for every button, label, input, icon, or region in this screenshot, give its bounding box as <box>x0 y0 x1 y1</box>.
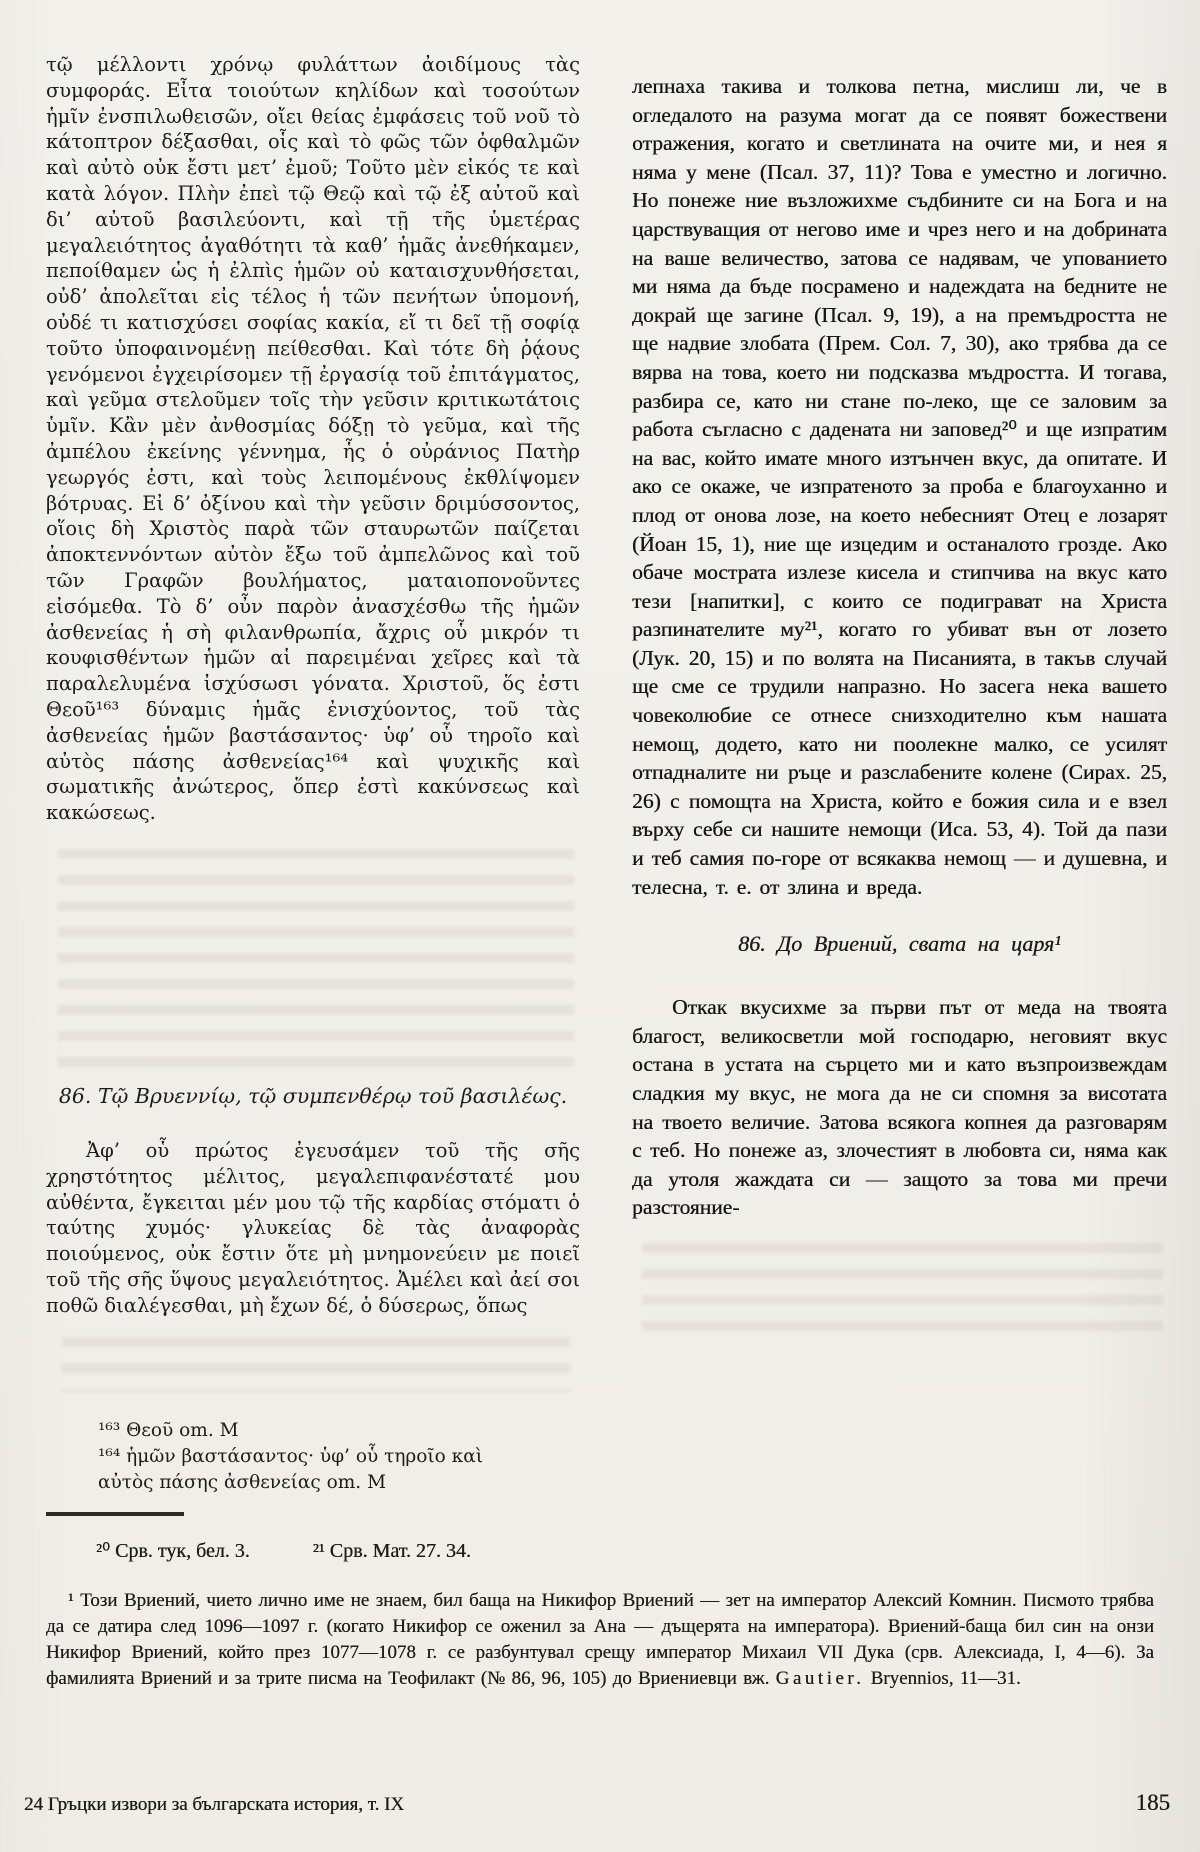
bleedthrough-ghost <box>58 842 574 1070</box>
greek-paragraph-continuation: τῷ μέλλοντι χρόνῳ φυλάττων ἀοιδίμους τὰς συμφοράς. Εἶτα τοιούτων κηλίδων καὶ τοσούτων ἡμῖν ἐνσπιλωθεισῶν, οἴει θείας ἐμφάσεις τοῦ νοῦ τὸ κάτοπτρον δέξασθαι, οἷς καὶ τὸ φῶς τῶν ὀφθαλμῶν καὶ αὐτὸ οὐκ ἔστι μετ’ ἐμοῦ; Τοῦτο μὲν εἰκός τε καὶ κατὰ λόγον. Πλὴν ἐπεὶ τῷ Θεῷ καὶ τῷ ἐξ αὐτοῦ καὶ δι’ αὐτοῦ βασιλεύοντι, καὶ τῇ τῆς ὑμετέρας μεγαλειότητος ἀγαθότητι τὰ καθ’ ἡμᾶς ἀνεθήκαμεν, πεποίθαμεν ὡς ἡ ἐλπὶς ἡμῶν οὐ καταισχυνθήσεται, οὐδ’ ἀπολεῖται εἰς τέλος ἡ τῶν πενήτων ὑπομονή, οὐδέ τι κατισχύσει σοφίας κακία, εἴ τι δεῖ τῇ σοφίᾳ τοῦτο ὑποφαινομένῃ πείθεσθαι. Καὶ τότε δὴ ῥᾴους γενόμενοι ἐγχειρίσομεν τῇ ἐργασίᾳ τοῦ ἐπιτάγματος, καὶ γεῦμα στελοῦμεν τοῖς τὴν γεῦσιν κριτικωτάτοις ὑμῖν. Κἂν μὲν ἀνθοσμίας δόξῃ τὸ γεῦμα, καὶ τῆς ἀμπέλου ἐκείνης γέννημα, ἧς ὁ οὐράνιος Πατὴρ γεωργός ἐστι, καὶ τοὺς λειπομένους ἐκθλίψομεν βότρυας. Εἰ δ’ ὀξίνου καὶ τὴν γεῦσιν δριμύσσοντος, οἵοις δὴ Χριστὸς παρὰ τῶν σταυρωτῶν παίζεται ἀποκτεννόντων αὐτὸν ἔξω τοῦ ἀμπελῶνος καὶ τοῦ τῶν Γραφῶν βουλήματος, ματαιοπονοῦντες εἰσόμεθα. Τὸ δ’ οὖν παρὸν ἀνασχέσθω τῆς ἡμῶν ἀσθενείας ἡ σὴ φιλανθρωπία, ἄχρις οὗ μικρόν τι κουφισθέντων ἡμῶν αἱ παρειμέναι χεῖρες καὶ τὰ παραλελυμένα ἰσχύσωσι γόνατα. Χριστοῦ, ὅς ἐστι Θεοῦ¹⁶³ δύναμις ἡμᾶς ἐνισχύοντος, τοῦ τὰς ἀσθενείας ἡμῶν βαστάσαντος· ὑφ’ οὗ τηροῖο καὶ αὐτὸς πάσης ἀσθενείας¹⁶⁴ καὶ ψυχικῆς καὶ σωματικῆς ἀνώτερος, ὅπερ ἐστὶ κακύνσεως καὶ κακώσεως. <box>46 53 580 825</box>
translation-note-21: ²¹ Срв. Мат. 27. 34. <box>312 1539 471 1562</box>
bleedthrough-ghost <box>62 1330 570 1392</box>
bulgarian-letter-86-heading: 86. До Вриений, свата на царя¹ <box>738 931 1061 957</box>
apparatus-note-163: ¹⁶³ Θεοῦ om. M <box>98 1420 239 1442</box>
bleedthrough-ghost <box>642 1236 1163 1344</box>
apparatus-note-164: ¹⁶⁴ ἡμῶν βαστάσαντος· ὑφ’ οὗ τηροῖο καὶ αὐτὸς πάσης ἀσθενείας om. M <box>98 1446 483 1494</box>
page-number: 185 <box>1135 1790 1170 1815</box>
bulgarian-translation-column <box>632 52 1167 1564</box>
footnote-1-body: ¹ Този Вриений, чието лично име не знаем, бил баща на Никифор Вриений — зет на император Алексий Комнин. Писмото трябва да се датира след 1096—1097 г. (когато Никифор се оженил за Ана — дъщерята на императора). Вриений-баща бил син на онзи Никифор Вриений, който през 1077—1078 г. се разбунтувал срещу император Михаил VII Дука (срв. Алексиада, I, 4—6). За фамилията Вриений и за трите писма на Теофилакт (№ 86, 96, 105) до Вриениевци вж. <box>46 1589 1154 1689</box>
footnote-1-text <box>46 1588 1154 1692</box>
bulgarian-letter-86-opening: Откак вкусихме за първи път от меда на твоята благост, великосветли мой господарю, неговият вкус остана в устата на сърцето ми и като възпроизвеждам сладкия му вкус, не мога да не си спомня за висотата на твоето величие. Затова всякога копнея да разговарям с теб. Но понеже аз, злочестият в любовта си, няма как да утоля жаждата си — защото за това ми пречи разстояние- <box>632 995 1167 1220</box>
footnote-1-author-citation: Gautier. <box>775 1667 865 1689</box>
historical-footnote-1 <box>46 1588 1154 1692</box>
bulgarian-paragraph-continuation: лепнаха такива и толкова петна, мислиш ли, че в огледалото на разума могат да се появят божествени отражения, когато и светлината на очите ми, и нея я няма у мене (Псал. 37, 11)? Това е уместно и логично. Но понеже ние възложихме съдбините си на Бога и на царствуващия от негово име и чрез него и на добрината на ваше величество, затова се надявам, че упованието ми няма да бъде посрамено и надеждата на бедните не докрай ще загине (Псал. 9, 19), а на премъдростта не ще надвие злобата (Прем. Сол. 7, 30), ако трябва да се вярва на това, което ни подсказва мъдростта. И тогава, разбира се, като ни стане по-леко, ще се заловим за работа съгласно с дадената ни заповед²⁰ и ще изпратим на вас, който имате много изтънчен вкус, да опитате. И ако се окаже, че изпратеното за проба е благоуханно и плод от онова лозе, на което небесният Отец е лозарят (Йоан 15, 1), ние ще изцедим и останалото грозде. Ако обаче мострата излезе кисела и стипчива на вкус като тези [напитки], с които се подиграват на Христа разпинателите му²¹, когато го убиват вън от лозето (Лук. 20, 15) и по волята на Писанията, в такъв случай ще сме се трудили напразно. Но засега нека вашето човеколюбие се отнесе снизходително към нашата немощ, додето, като ни поолекне малко, се усилят отпадналите ни ръце и разслабените колене (Сирах. 25, 26) с помощта на Христа, който е божия сила и е взел върху себе си нашите немощи (Иса. 53, 4). Той да пази и теб самия по-горе от всякаква немощ — и душевна, и телесна, т. е. от злина и вреда. <box>632 74 1167 899</box>
greek-letter-86-opening: Ἀφ’ οὗ πρώτος ἐγευσάμεν τοῦ τῆς σῆς χρηστότητος μέλιτος, μεγαλεπιφανέστατέ μου αὐθέντα, ἔγκειται μέν μου τῷ τῆς καρδίας στόματι ὁ ταύτης χυμός· γλυκείας δὲ τὰς ἀναφορὰς ποιούμενος, οὐκ ἔστιν ὅτε μὴ μνημονεύειν με ποιεῖ τοῦ τῆς σῆς ὕψους μεγαλειότητος. Ἀμέλει καὶ ἀεί σοι ποθῶ διαλέγεσθαι, μὴ ἔχων δέ, ὁ δύσερως, ὅπως <box>46 1138 580 1317</box>
greek-letter-86-heading: 86. Τῷ Βρυεννίῳ, τῷ συμπενθέρῳ τοῦ βασιλέως. <box>58 1083 568 1108</box>
greek-source-column <box>46 52 580 1564</box>
translation-notes-row <box>46 1538 580 1564</box>
translation-note-20: ²⁰ Срв. тук, бел. 3. <box>96 1539 250 1562</box>
footnote-separator-rule <box>46 1512 184 1516</box>
series-signature: 24 Гръцки извори за българската история, т. IX <box>24 1794 405 1815</box>
page-footer <box>24 1790 1170 1816</box>
critical-apparatus <box>46 1418 580 1496</box>
footnote-1-work-citation: Bryennios, 11—31. <box>864 1667 1021 1689</box>
